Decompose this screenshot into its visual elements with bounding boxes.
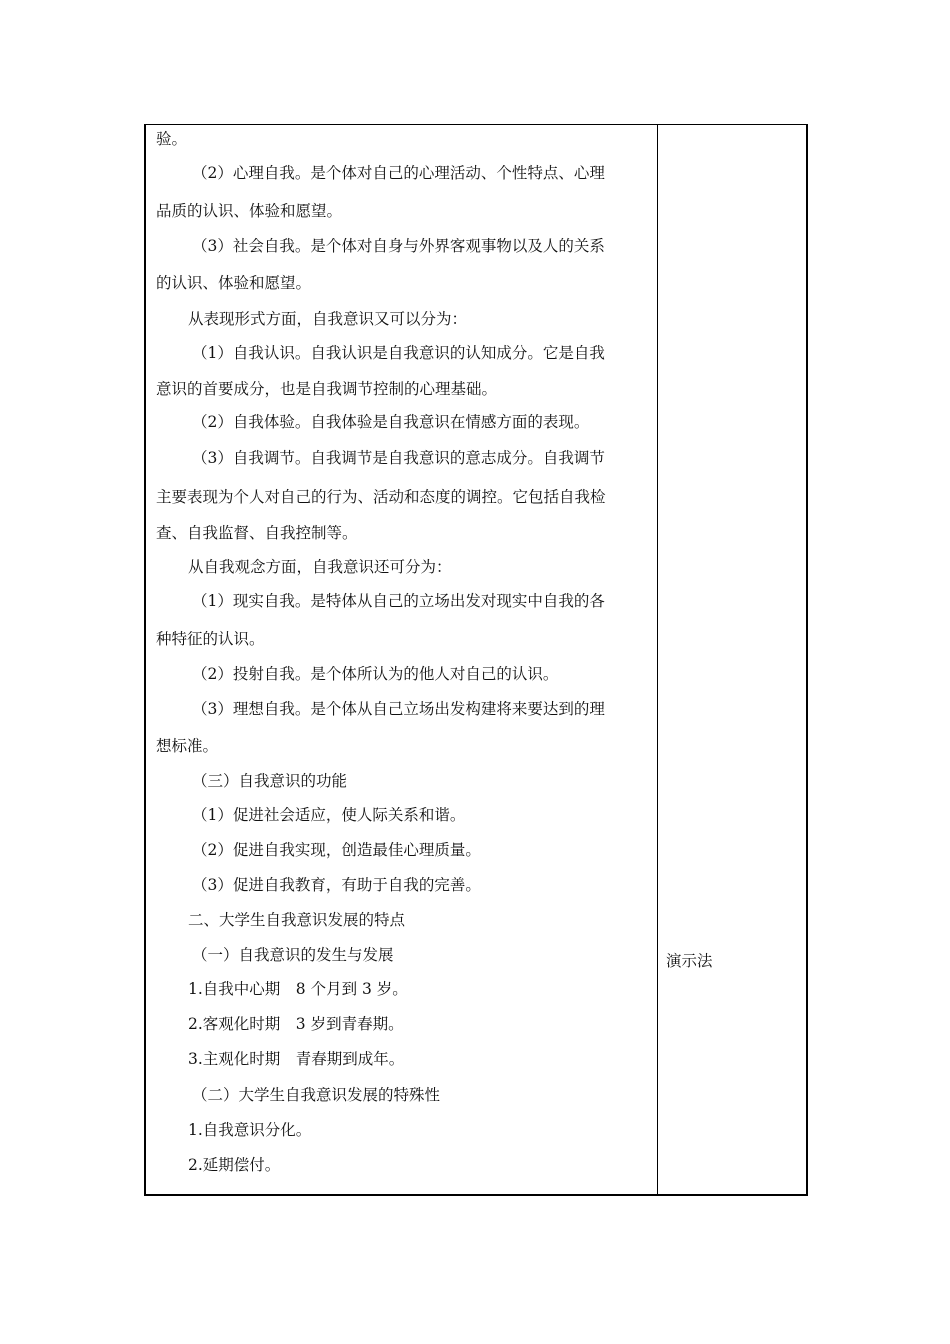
text-line: 二、大学生自我意识发展的特点 <box>188 911 406 929</box>
content-cell <box>156 125 650 1194</box>
text-line: （3）促进自我教育，有助于自我的完善。 <box>192 876 481 894</box>
text-line: 品质的认识、体验和愿望。 <box>156 202 343 220</box>
text-line: （3）自我调节。自我调节是自我意识的意志成分。自我调节 <box>192 449 605 467</box>
text-line: （3）社会自我。是个体对自身与外界客观事物以及人的关系 <box>192 237 605 255</box>
text-line: 查、自我监督、自我控制等。 <box>156 524 358 542</box>
text-line: （2）投射自我。是个体所认为的他人对自己的认识。 <box>192 665 559 683</box>
text-line: （三）自我意识的功能 <box>192 772 348 790</box>
text-line: （二）大学生自我意识发展的特殊性 <box>192 1086 441 1104</box>
teaching-method-label: 演示法 <box>666 952 713 970</box>
column-divider <box>657 125 658 1194</box>
text-line: 3.主观化时期 青春期到成年。 <box>188 1050 405 1068</box>
text-line: 意识的首要成分，也是自我调节控制的心理基础。 <box>156 380 498 398</box>
text-line: 2.延期偿付。 <box>188 1156 281 1174</box>
text-line: （3）理想自我。是个体从自己立场出发构建将来要达到的理 <box>192 700 605 718</box>
text-line: （1）现实自我。是特体从自己的立场出发对现实中自我的各 <box>192 592 605 610</box>
text-line: 从自我观念方面，自我意识还可分为： <box>188 558 452 576</box>
text-line: 想标准。 <box>156 737 219 755</box>
text-line: （1）促进社会适应，使人际关系和谐。 <box>192 806 466 824</box>
text-line: 1.自我意识分化。 <box>188 1121 312 1139</box>
text-line: 从表现形式方面，自我意识又可以分为： <box>188 310 468 328</box>
lesson-table <box>144 124 808 1196</box>
text-line: （2）促进自我实现，创造最佳心理质量。 <box>192 841 481 859</box>
method-cell <box>666 125 802 1194</box>
text-line: 2.客观化时期 3 岁到青春期。 <box>188 1015 404 1033</box>
text-line: 的认识、体验和愿望。 <box>156 274 312 292</box>
text-line: 主要表现为个人对自己的行为、活动和态度的调控。它包括自我检 <box>156 488 606 506</box>
text-line: 种特征的认识。 <box>156 630 265 648</box>
text-line: （1）自我认识。自我认识是自我意识的认知成分。它是自我 <box>192 344 605 362</box>
text-line: 验。 <box>156 130 188 148</box>
text-line: （2）自我体验。自我体验是自我意识在情感方面的表现。 <box>192 413 590 431</box>
text-line: （一）自我意识的发生与发展 <box>192 946 394 964</box>
text-line: 1.自我中心期 8 个月到 3 岁。 <box>188 980 408 998</box>
text-line: （2）心理自我。是个体对自己的心理活动、个性特点、心理 <box>192 164 605 182</box>
